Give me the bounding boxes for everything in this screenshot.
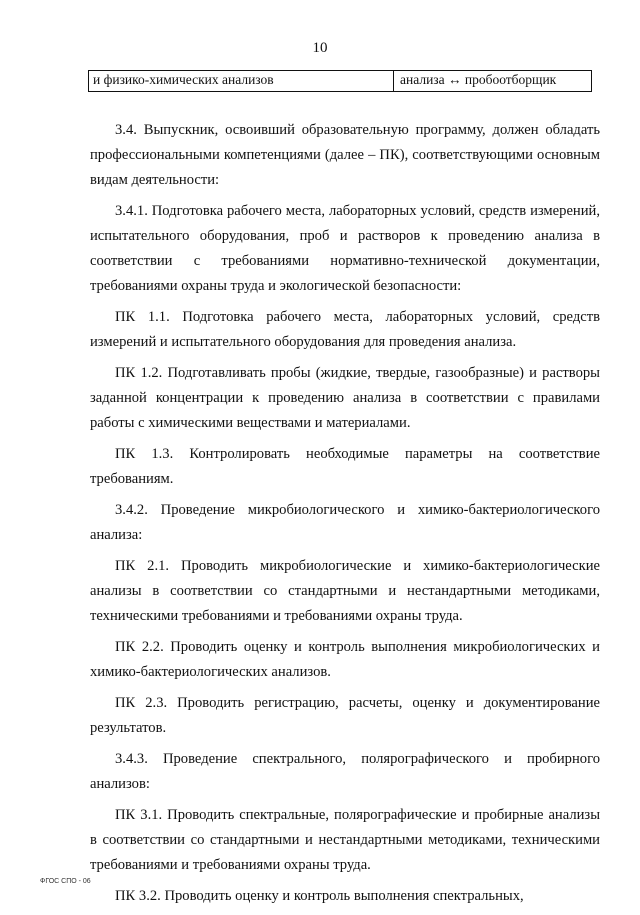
paragraph-pk-2-3: ПК 2.3. Проводить регистрацию, расчеты, оценку и документирование результатов. <box>90 695 600 736</box>
continuation-table-row <box>88 70 592 92</box>
page-number: 10 <box>312 40 328 56</box>
paragraph-pk-1-1: ПК 1.1. Подготовка рабочего места, лабораторных условий, средств измерений и испытательного оборудования для проведения анализа. <box>90 309 600 350</box>
paragraph-pk-1-2: ПК 1.2. Подготавливать пробы (жидкие, твердые, газообразные) и растворы заданной концентрации к проведению анализа в соответствии с правилами работы с химическими веществами и материалами. <box>90 365 600 431</box>
paragraph-3-4: 3.4. Выпускник, освоивший образовательную программу, должен обладать профессиональными компетенциями (далее – ПК), соответствующими основным видам деятельности: <box>90 122 600 188</box>
document-body <box>90 118 600 915</box>
paragraph-pk-2-2: ПК 2.2. Проводить оценку и контроль выполнения микробиологических и химико-бактериологических анализов. <box>90 639 600 680</box>
paragraph-3-4-3: 3.4.3. Проведение спектрального, полярографического и пробирного анализов: <box>90 751 600 792</box>
paragraph-pk-1-3: ПК 1.3. Контролировать необходимые параметры на соответствие требованиям. <box>90 446 600 487</box>
paragraph-3-4-1: 3.4.1. Подготовка рабочего места, лабораторных условий, средств измерений, испытательного оборудования, проб и растворов к проведению анализа в соответствии с требованиями нормативно-технической документации, требованиями охраны труда и экологической безопасности: <box>90 203 600 294</box>
paragraph-pk-3-1: ПК 3.1. Проводить спектральные, полярографические и пробирные анализы в соответствии со стандартными и нестандартными методиками, техническими требованиями и требованиями охраны труда. <box>90 807 600 873</box>
table-cell-left: и физико-химических анализов <box>89 71 394 91</box>
footer-label: ФГОС СПО - 06 <box>40 878 91 885</box>
table-cell-right: анализа ↔ пробоотборщик <box>400 72 557 87</box>
paragraph-pk-2-1: ПК 2.1. Проводить микробиологические и химико-бактериологические анализы в соответствии со стандартными и нестандартными методиками, техническими требованиями и требованиями охраны труда. <box>90 558 600 624</box>
paragraph-3-4-2: 3.4.2. Проведение микробиологического и химико-бактериологического анализа: <box>90 502 600 543</box>
paragraph-pk-3-2: ПК 3.2. Проводить оценку и контроль выполнения спектральных, <box>115 888 524 904</box>
